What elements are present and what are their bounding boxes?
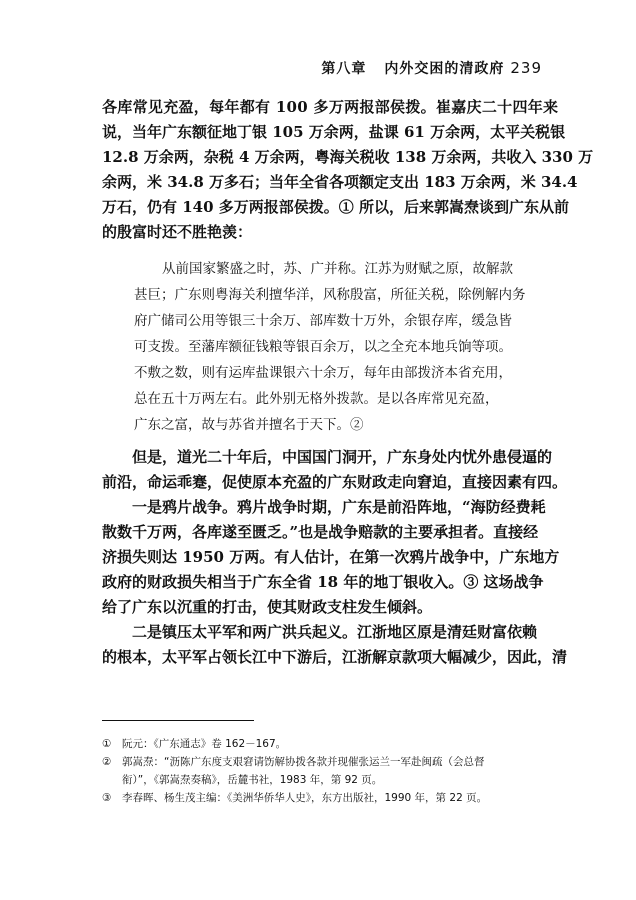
footnote-text: 阮元：《广东通志》卷 162－167。 [122, 738, 287, 750]
quote-line: 总在五十万两左右。此外别无格外拨款。是以各库常见充盈， [134, 391, 499, 407]
quote-line: 广东之富，故与苏省并擅名于天下。② [134, 417, 364, 433]
text-line: 12.8 万余两，杂税 4 万余两，粤海关税收 138 万余两，共收入 330 万 [102, 148, 594, 166]
text-line: 二是镇压太平军和两广洪兵起义。江浙地区原是清廷财富依赖 [132, 623, 538, 641]
chapter-number: 第八章 [321, 61, 367, 77]
footnote-mark: ② [102, 756, 112, 768]
footnote [102, 753, 542, 771]
chapter-title: 内外交困的清政府 [384, 61, 505, 77]
quote-line: 可支拨。至藩库额征钱粮等银百余万，以之全充本地兵饷等项。 [134, 339, 512, 355]
quote-line: 甚巨；广东则粤海关利擅华洋，风称殷富，所征关税，除例解内务 [134, 287, 526, 303]
footnote-continuation [102, 771, 542, 789]
text-line: 但是，道光二十年后，中国国门洞开，广东身处内忧外患侵逼的 [132, 448, 553, 466]
text-line: 的殷富时还不胜艳羡： [102, 223, 253, 241]
text-line: 给了广东以沉重的打击，使其财政支柱发生倾斜。 [102, 598, 433, 616]
text-line: 说，当年广东额征地丁银 105 万余两，盐课 61 万余两，太平关税银 [102, 123, 566, 141]
footnote [102, 735, 542, 753]
footnotes [102, 735, 542, 807]
footnote-mark: ③ [102, 792, 112, 804]
footnote [102, 789, 542, 807]
quote-line: 不敷之数，则有运库盐课银六十余万，每年由部拨济本省充用， [134, 365, 512, 381]
text-line: 散数千万两，各库遂至匮乏。”也是战争赔款的主要承担者。直接经 [102, 523, 539, 541]
paragraph-opening [102, 95, 594, 245]
text-line: 政府的财政损失相当于广东全省 18 年的地丁银收入。③ 这场战争 [102, 573, 544, 591]
text-line: 万石，仍有 140 多万两报部侯拨。① 所以，后来郭嵩焘谈到广东从前 [102, 198, 569, 216]
text-line: 的根本，太平军占领长江中下游后，江浙解京款项大幅减少，因此，清 [102, 648, 568, 666]
block-quote [134, 256, 542, 438]
page-number: 239 [510, 59, 542, 77]
text-line: 余两，米 34.8 万多石；当年全省各项额定支出 183 万余两，米 34.4 [102, 173, 578, 191]
text-line: 一是鸦片战争。鸦片战争时期，广东是前沿阵地，“海防经费耗 [132, 498, 546, 516]
footnote-text: 李春晖、杨生茂主编：《美洲华侨华人史》，东方出版社，1990 年，第 22 页。 [122, 792, 488, 804]
text-line: 前沿，命运乖蹇，促使原本充盈的广东财政走向窘迫，直接因素有四。 [102, 473, 568, 491]
footnote-divider [102, 720, 254, 721]
quote-line: 府广储司公用等银三十余万、部库数十万外，余银存库，缓急皆 [134, 313, 512, 329]
running-header [321, 58, 542, 78]
text-line: 各库常见充盈，每年都有 100 多万两报部侯拨。崔嘉庆二十四年来 [102, 98, 559, 116]
paragraph-continued [102, 445, 568, 670]
footnote-text: 衔）”，《郭嵩焘奏稿》，岳麓书社，1983 年，第 92 页。 [122, 774, 383, 786]
footnote-text: 郭嵩焘：“沥陈广东度支艰窘请饬解协拨各款并现催张运兰一军赴闽疏（会总督 [122, 756, 485, 768]
quote-line: 从前国家繁盛之时，苏、广并称。江苏为财赋之原，故解款 [162, 261, 513, 277]
text-line: 济损失则达 1950 万两。有人估计，在第一次鸦片战争中，广东地方 [102, 548, 560, 566]
footnote-mark: ① [102, 738, 112, 750]
